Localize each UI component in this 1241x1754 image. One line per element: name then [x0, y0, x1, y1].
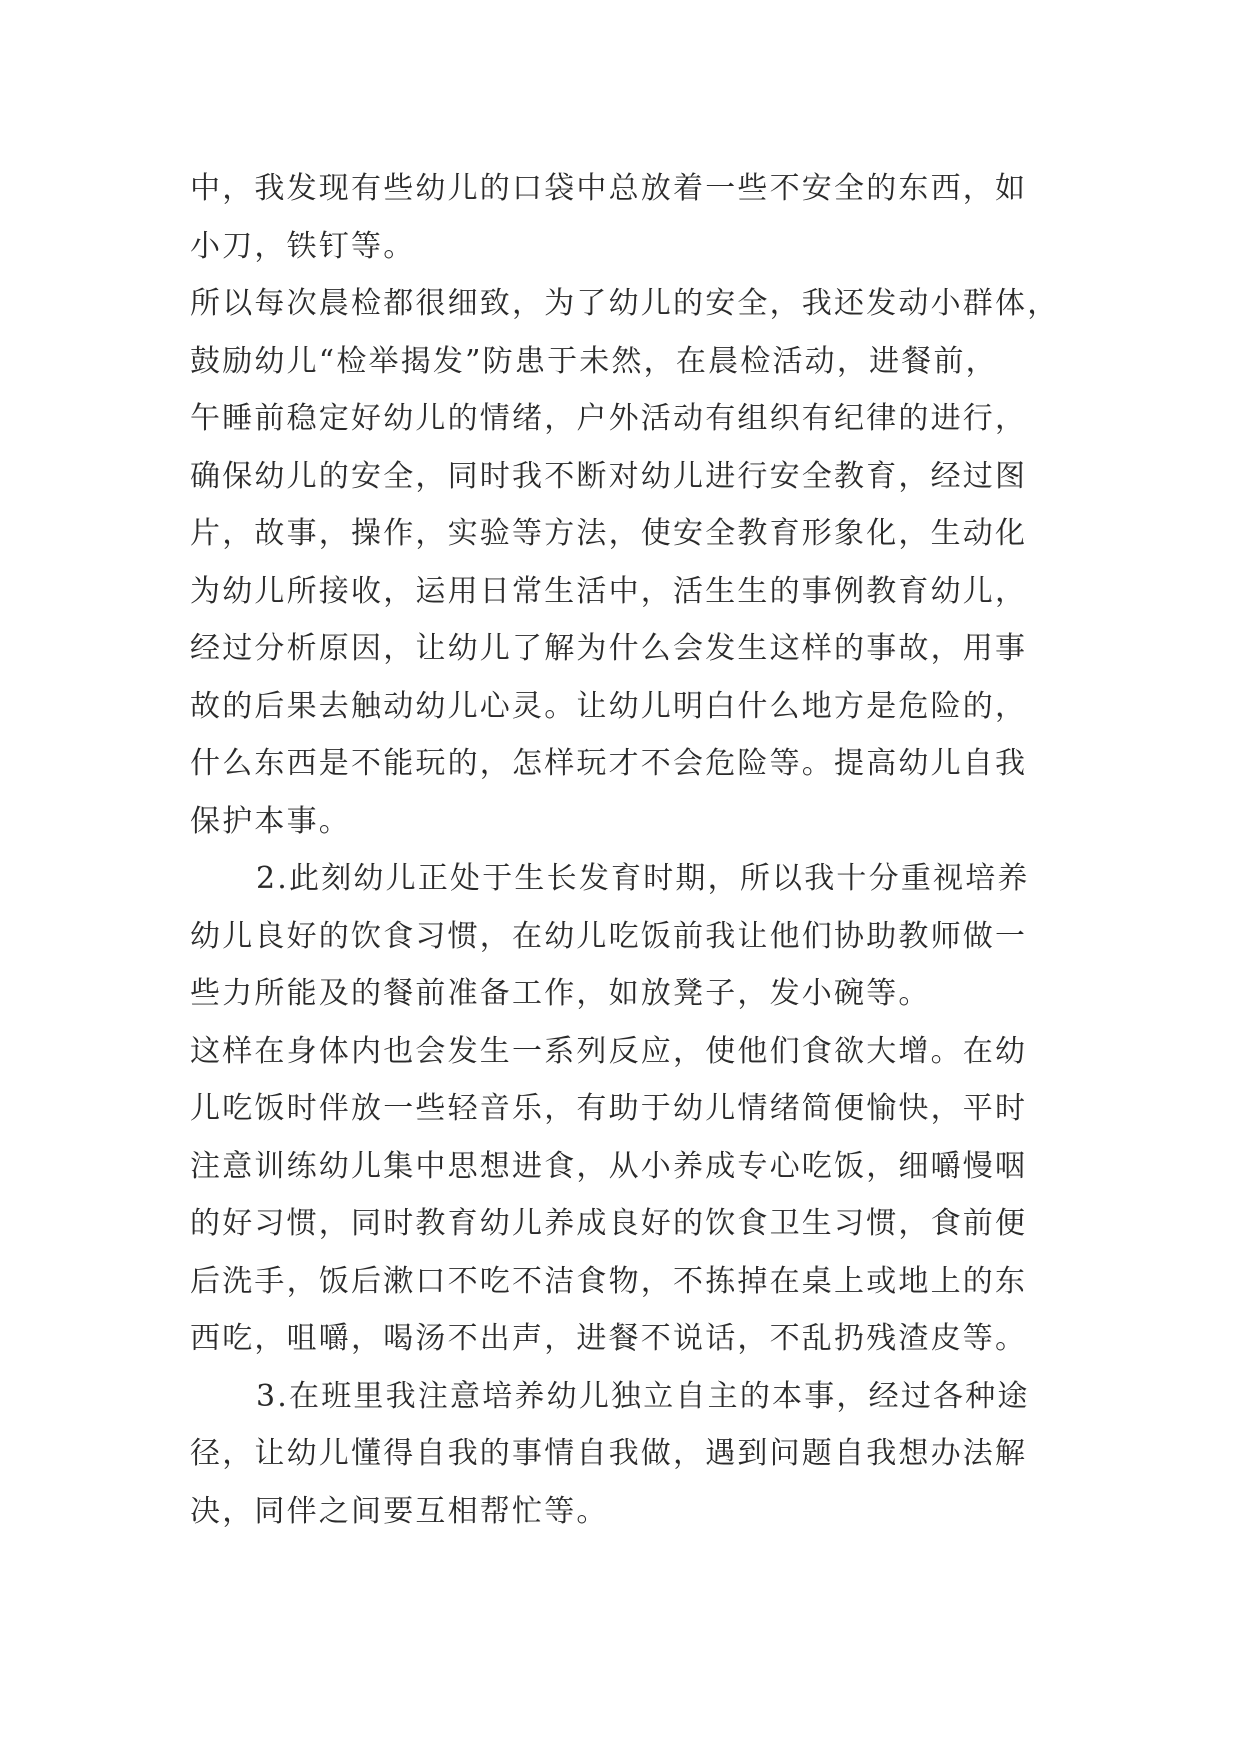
text-line: 小刀，铁钉等。 [190, 228, 416, 264]
text-line: 儿吃饭时伴放一些轻音乐，有助于幼儿情绪简便愉快，平时 [190, 1091, 1028, 1126]
text-line: 保护本事。 [190, 803, 351, 839]
text-line: 西吃，咀嚼，喝汤不出声，进餐不说话，不乱扔残渣皮等。 [190, 1321, 1028, 1356]
text-line: 径，让幼儿懂得自我的事情自我做，遇到问题自我想办法解 [190, 1436, 1028, 1471]
text-line: 故的后果去触动幼儿心灵。让幼儿明白什么地方是危险的， [190, 688, 1028, 724]
text-line: 什么东西是不能玩的，怎样玩才不会危险等。提高幼儿自我 [190, 746, 1028, 781]
text-line: 为幼儿所接收，运用日常生活中，活生生的事例教育幼儿， [190, 573, 1028, 609]
text-line: 后洗手，饭后漱口不吃不洁食物，不拣掉在桌上或地上的东 [190, 1263, 1028, 1299]
text-line: 午睡前稳定好幼儿的情绪，户外活动有组织有纪律的进行， [190, 401, 1028, 436]
paragraph-first-line: 3.在班里我注意培养幼儿独立自主的本事，经过各种途 [256, 1378, 1030, 1414]
text-line: 注意训练幼儿集中思想进食，从小养成专心吃饭，细嚼慢咽 [190, 1148, 1028, 1184]
text-line: 些力所能及的餐前准备工作，如放凳子，发小碗等。 [190, 976, 931, 1011]
text-line: 的好习惯，同时教育幼儿养成良好的饮食卫生习惯，食前便 [190, 1206, 1028, 1241]
text-line: 决，同伴之间要互相帮忙等。 [190, 1493, 609, 1529]
paragraph-first-line: 2.此刻幼儿正处于生长发育时期，所以我十分重视培养 [256, 861, 1030, 896]
text-line: 片，故事，操作，实验等方法，使安全教育形象化，生动化 [190, 516, 1028, 551]
text-line: 中，我发现有些幼儿的口袋中总放着一些不安全的东西，如 [190, 171, 1028, 206]
text-line: 这样在身体内也会发生一系列反应，使他们食欲大增。在幼 [190, 1033, 1028, 1069]
text-line: 确保幼儿的安全，同时我不断对幼儿进行安全教育，经过图 [190, 458, 1028, 494]
text-line: 所以每次晨检都很细致，为了幼儿的安全，我还发动小群体， [190, 286, 1060, 321]
body-text [190, 160, 1070, 1540]
text-line: 经过分析原因，让幼儿了解为什么会发生这样的事故，用事 [190, 631, 1028, 666]
text-line: 幼儿良好的饮食习惯，在幼儿吃饭前我让他们协助教师做一 [190, 918, 1028, 954]
text-line: 鼓励幼儿“检举揭发”防患于未然，在晨检活动，进餐前， [190, 343, 998, 379]
